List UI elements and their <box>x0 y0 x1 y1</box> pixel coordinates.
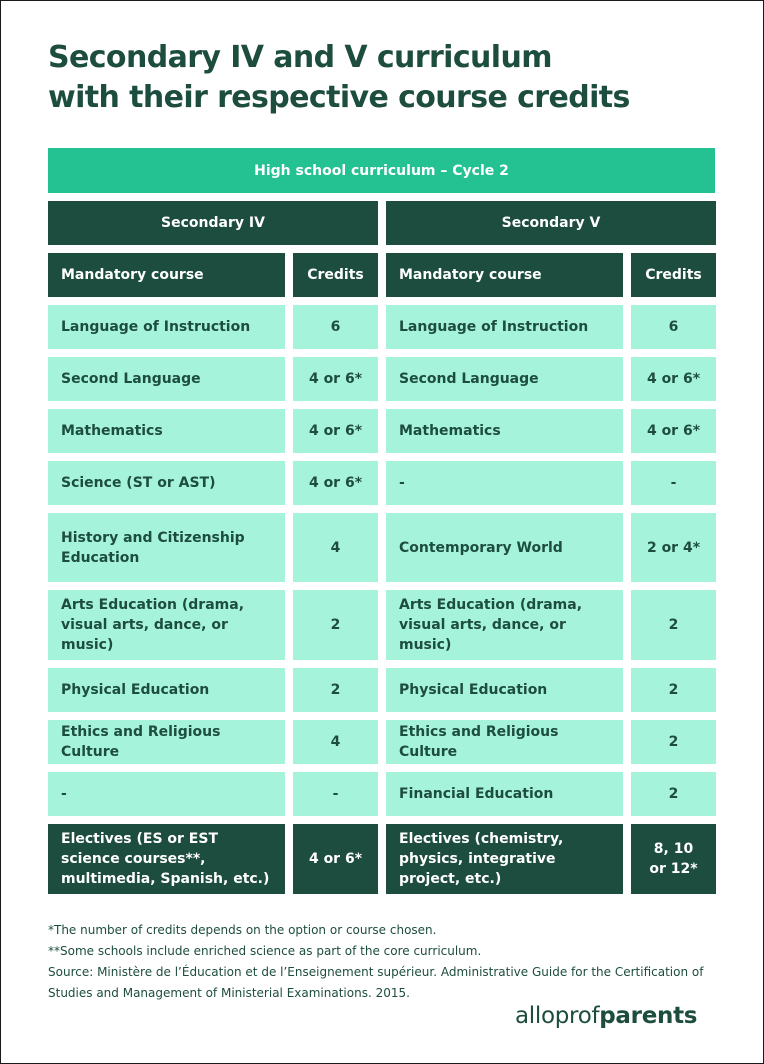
sec4-course-cell: - <box>48 772 285 816</box>
sec4-credits-cell: 4 or 6* <box>293 357 378 401</box>
secondary-v-course-header: Mandatory course <box>386 253 623 297</box>
logo-parents: parents <box>599 1003 698 1029</box>
sec4-course-cell: Language of Instruction <box>48 305 285 349</box>
sec5-credits-cell: 2 <box>631 720 716 764</box>
sec5-credits-cell: 4 or 6* <box>631 409 716 453</box>
sec4-credits-cell: 4 <box>293 513 378 582</box>
sec4-course-cell: Arts Education (drama, visual arts, dance, or music) <box>48 590 285 660</box>
logo-alloprof: alloprof <box>515 1003 600 1029</box>
sec4-course-cell: Second Language <box>48 357 285 401</box>
page-title <box>48 38 728 118</box>
sec5-credits-cell: 2 or 4* <box>631 513 716 582</box>
sec5-credits-cell: 2 <box>631 668 716 712</box>
sec5-course-cell: Physical Education <box>386 668 623 712</box>
secondary-v-credits-header: Credits <box>631 253 716 297</box>
sec4-credits-cell: 6 <box>293 305 378 349</box>
sec5-course-cell: Ethics and Religious Culture <box>386 720 623 764</box>
sec4-course-cell: Mathematics <box>48 409 285 453</box>
sec4-credits-cell: 4 or 6* <box>293 461 378 505</box>
curriculum-banner: High school curriculum – Cycle 2 <box>48 148 715 193</box>
sec4-course-cell: Physical Education <box>48 668 285 712</box>
secondary-iv-heading: Secondary IV <box>48 201 378 245</box>
sec4-electives-credits-cell: 4 or 6* <box>293 824 378 894</box>
footnote-enriched-science: **Some schools include enriched science as part of the core curriculum. <box>48 944 482 958</box>
sec5-electives-credits-cell: 8, 10 or 12* <box>631 824 716 894</box>
sec4-course-cell: Ethics and Religious Culture <box>48 720 285 764</box>
sec5-course-cell: Mathematics <box>386 409 623 453</box>
secondary-iv-course-header: Mandatory course <box>48 253 285 297</box>
sec5-course-cell: Financial Education <box>386 772 623 816</box>
sec4-credits-cell: 2 <box>293 590 378 660</box>
sec5-credits-cell: 4 or 6* <box>631 357 716 401</box>
title-line-2: with their respective course credits <box>48 80 630 115</box>
sec4-course-cell: Science (ST or AST) <box>48 461 285 505</box>
sec5-credits-cell: 2 <box>631 772 716 816</box>
sec5-course-cell: Contemporary World <box>386 513 623 582</box>
sec4-course-cell: History and Citizenship Education <box>48 513 285 582</box>
footnotes <box>48 920 718 1004</box>
sec5-course-cell: Second Language <box>386 357 623 401</box>
sec5-credits-cell: - <box>631 461 716 505</box>
sec5-credits-cell: 2 <box>631 590 716 660</box>
source-citation: Source: Ministère de l’Éducation et de l’Enseignement supérieur. Administrative Guide for the Certification of Studies and Management of Ministerial Examinations. 2015. <box>48 965 704 1000</box>
sec4-electives-course-cell: Electives (ES or EST science courses**, multimedia, Spanish, etc.) <box>48 824 285 894</box>
alloprof-parents-logo <box>515 1003 697 1029</box>
sec5-course-cell: - <box>386 461 623 505</box>
sec4-credits-cell: - <box>293 772 378 816</box>
sec5-course-cell: Arts Education (drama, visual arts, dance, or music) <box>386 590 623 660</box>
secondary-v-heading: Secondary V <box>386 201 716 245</box>
sec5-course-cell: Language of Instruction <box>386 305 623 349</box>
sec5-credits-cell: 6 <box>631 305 716 349</box>
sec4-credits-cell: 4 <box>293 720 378 764</box>
sec5-electives-course-cell: Electives (chemistry, physics, integrative project, etc.) <box>386 824 623 894</box>
sec4-credits-cell: 4 or 6* <box>293 409 378 453</box>
footnote-credits: *The number of credits depends on the option or course chosen. <box>48 923 437 937</box>
sec4-credits-cell: 2 <box>293 668 378 712</box>
title-line-1: Secondary IV and V curriculum <box>48 40 552 75</box>
secondary-iv-credits-header: Credits <box>293 253 378 297</box>
